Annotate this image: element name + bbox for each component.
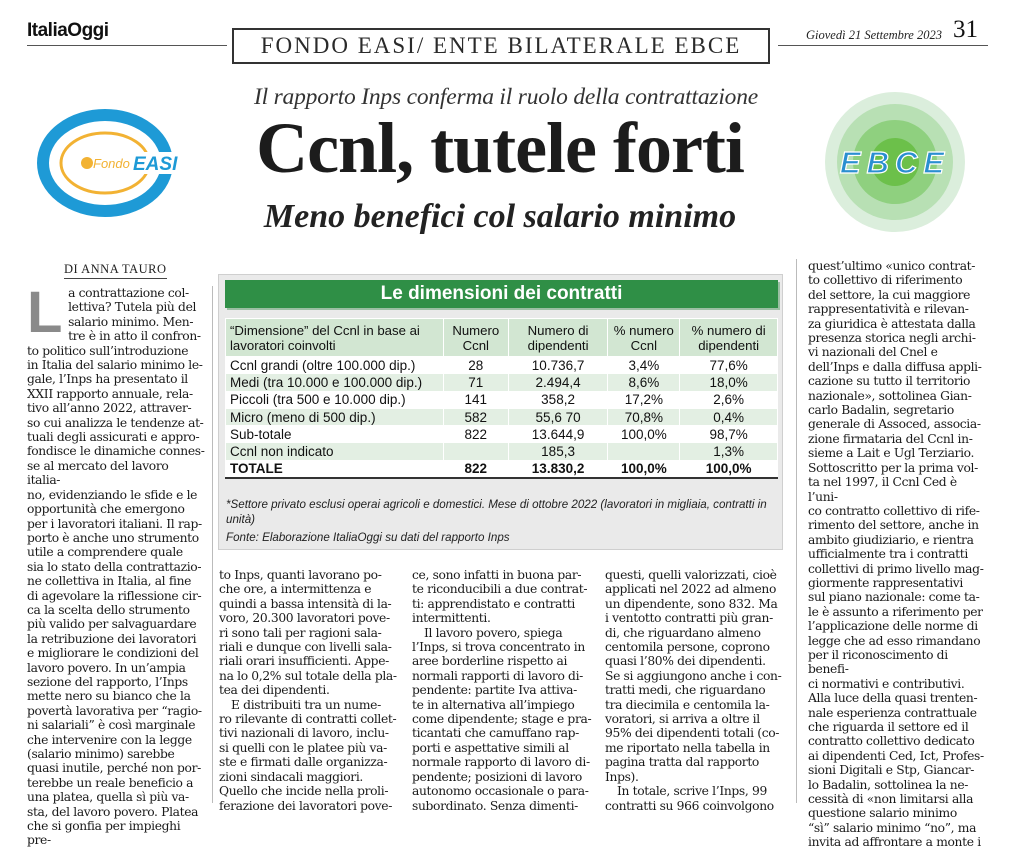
article-text-line: sezione del rapporto, l’Inps bbox=[27, 674, 188, 689]
article-text-line: tea dei dipendenti. bbox=[219, 683, 330, 698]
table-cell: 822 bbox=[443, 460, 508, 477]
table-cell: 100,0% bbox=[680, 460, 778, 477]
article-text-line: i ventotto contratti più gran- bbox=[605, 611, 773, 626]
article-text-line: lettiva? Tutela più del bbox=[68, 300, 197, 315]
article-text-line: ca la scelta dello strumento bbox=[27, 602, 190, 617]
article-text-line: si quelli con le platee più va- bbox=[219, 740, 387, 755]
easi-logo-fondo-text: Fondo bbox=[93, 156, 130, 171]
table-total-row bbox=[226, 460, 778, 477]
article-text-line: tratti medi, che riguardano bbox=[605, 683, 766, 698]
article-text-line: legge che ad esso rimandano bbox=[808, 633, 981, 648]
article-text-line: za giuridica è attestata dalla bbox=[808, 316, 976, 331]
article-column-5 bbox=[808, 259, 988, 850]
section-title: FONDO EASI/ ENTE BILATERALE EBCE bbox=[232, 28, 770, 64]
table-cell: 71 bbox=[443, 374, 508, 391]
article-text-line: (salario minimo) sarebbe bbox=[27, 747, 175, 761]
table-cell: 2,6% bbox=[680, 391, 778, 408]
table-cell: 358,2 bbox=[508, 391, 608, 408]
table-cell: 70,8% bbox=[608, 408, 680, 425]
drop-cap: L bbox=[27, 280, 63, 345]
article-text-line: tra diecimila e centomila la- bbox=[605, 697, 770, 712]
article-text-line: Sottoscritto per la prima vol- bbox=[808, 460, 978, 475]
table-header-cell: “Dimensione” del Ccnl in base ai lavoratori coinvolti bbox=[226, 319, 444, 357]
article-column-4 bbox=[605, 568, 785, 813]
article-text-line: un dipendente, sono 832. Ma bbox=[605, 596, 778, 611]
article-text-line: pendente: partite Iva attiva- bbox=[412, 683, 577, 698]
article-text-line: per i lavoratori italiani. Il rap- bbox=[27, 516, 202, 531]
article-kicker: Il rapporto Inps conferma il ruolo della contrattazione bbox=[253, 84, 758, 110]
article-text-line: contratto collettivo dedicato bbox=[808, 734, 975, 749]
article-text-line: na lo 0,2% sul totale della pla- bbox=[219, 668, 397, 683]
article-text-line: sta, del lavoro povero. Platea bbox=[27, 804, 199, 819]
table-cell: Piccoli (tra 500 e 10.000 dip.) bbox=[226, 391, 444, 408]
article-text-line: “sì” salario minimo “no”, ma bbox=[808, 820, 977, 835]
table-cell: 17,2% bbox=[608, 391, 680, 408]
article-text-line: normale rapporto di lavoro di- bbox=[412, 755, 590, 770]
article-text-line: e migliorare le condizioni del bbox=[27, 646, 199, 661]
article-text-line: ufficialmente tra i contratti bbox=[808, 547, 968, 562]
article-text-line: carlo Badalin, segretario bbox=[808, 403, 954, 418]
issue-date: Giovedì 21 Settembre 2023 bbox=[806, 28, 942, 42]
contracts-table-box bbox=[218, 274, 783, 550]
article-text-line: 95% dei dipendenti totali (co- bbox=[605, 726, 780, 741]
table-row bbox=[226, 357, 778, 374]
masthead-rule-left bbox=[27, 45, 227, 46]
article-text-line: pendente; posizioni di lavoro bbox=[412, 769, 582, 784]
article-text-line: XXII rapporto annuale, rela- bbox=[27, 386, 193, 401]
article-text-line: co contratto collettivo di rife- bbox=[808, 503, 980, 518]
article-text-line: cessità di «non limitarsi alla bbox=[808, 792, 974, 807]
column-rule bbox=[212, 286, 213, 803]
article-text-line: l’applicazione delle norme di bbox=[808, 619, 978, 634]
article-text-line: giormente rappresentativi bbox=[808, 575, 963, 590]
article-text-line: to collettivo di riferimento bbox=[808, 273, 963, 288]
article-text-line: povertà lavorativa per “ragio- bbox=[27, 703, 202, 718]
table-cell: 141 bbox=[443, 391, 508, 408]
article-text-line: in Italia del salario minimo le- bbox=[27, 358, 203, 373]
article-text-line: rimento del settore, anche in bbox=[808, 518, 979, 533]
table-cell: 77,6% bbox=[680, 357, 778, 374]
article-text-line: normali rapporti di lavoro di- bbox=[412, 668, 583, 683]
table-cell bbox=[608, 443, 680, 460]
article-text-line: che ore, a intermittenza e bbox=[219, 582, 372, 597]
table-cell: Ccnl non indicato bbox=[226, 443, 444, 460]
article-text-line: zione firmataria del Ccnl in- bbox=[808, 431, 973, 446]
article-text-line: cazione su tutto il territorio bbox=[808, 374, 971, 389]
table-cell: 13.830,2 bbox=[508, 460, 608, 477]
article-text-line: ticantati che camuffano rap- bbox=[412, 726, 579, 741]
article-text-line: ro rilevante di contratti collet- bbox=[219, 712, 397, 727]
article-text-line: a contrattazione col- bbox=[68, 286, 189, 300]
article-text-line: ambito giudiziario, e rientra bbox=[808, 532, 974, 547]
page-number: 31 bbox=[953, 16, 978, 43]
column-rule bbox=[796, 259, 797, 803]
article-column-1 bbox=[27, 280, 205, 848]
table-cell: 18,0% bbox=[680, 374, 778, 391]
article-text-line: quasi l’80% dei dipendenti. bbox=[605, 654, 766, 669]
article-text-line: questi, quelli valorizzati, cioè bbox=[605, 568, 777, 582]
article-text-line: quasi inutile, perché non por- bbox=[27, 761, 201, 776]
article-text-line: tre è in atto il confron- bbox=[68, 329, 201, 344]
table-cell: Sub-totale bbox=[226, 426, 444, 443]
article-text-line: riali e dunque con livelli sala- bbox=[219, 640, 392, 655]
article-text-line: Alla luce della quasi trenten- bbox=[808, 691, 978, 706]
table-cell: Ccnl grandi (oltre 100.000 dip.) bbox=[226, 357, 444, 374]
table-cell: 0,4% bbox=[680, 408, 778, 425]
table-footnote: *Settore privato esclusi operai agricoli e domestici. Mese di ottobre 2022 (lavoratori in migliaia, contratti in unità) bbox=[226, 498, 767, 526]
article-text-line: lo Badalin, sottolinea la ne- bbox=[808, 777, 969, 792]
article-text-line: centomila persone, coprono bbox=[605, 640, 770, 655]
article-text-line: subordinato. Senza dimenti- bbox=[412, 798, 578, 813]
article-text-line: ste e firmati dalle organizza- bbox=[219, 755, 388, 770]
article-text-line: to politico sull’introduzione bbox=[27, 343, 189, 358]
article-text-line: riali orari insufficienti. Appe- bbox=[219, 654, 389, 669]
article-text-line: più valido per salvaguardare bbox=[27, 617, 197, 632]
table-cell: 582 bbox=[443, 408, 508, 425]
table-cell: 100,0% bbox=[608, 460, 680, 477]
ebce-logo-text: EBCE bbox=[839, 145, 951, 180]
article-text-line: ta nel 1997, il Ccnl Ced è l’uni- bbox=[808, 475, 957, 504]
article-text-line: presenza storica negli archi- bbox=[808, 331, 976, 346]
article-text-line: ni salariali” è così marginale bbox=[27, 718, 196, 733]
article-text-line: voratori, si arriva a oltre il bbox=[605, 712, 760, 727]
article-text-line: opportunità che emergono bbox=[27, 502, 185, 517]
article-text-line: salario minimo. Men- bbox=[68, 314, 194, 329]
article-text-line: dell’Inps e dalla diffusa appli- bbox=[808, 359, 982, 374]
easi-logo-easi-text: EASI bbox=[133, 154, 178, 175]
article-text-line: invita ad affrontare a monte i bbox=[808, 835, 981, 850]
article-text-line: per il riconoscimento di benefi- bbox=[808, 647, 948, 677]
article-text-line: so cui analizza le tendenze at- bbox=[27, 415, 204, 430]
article-text-line: voro, 20.300 lavoratori pove- bbox=[219, 611, 390, 626]
article-text-line: fondisce le dinamiche connes- bbox=[27, 444, 205, 459]
table-cell: 55,6 70 bbox=[508, 408, 608, 425]
table-cell: 8,6% bbox=[608, 374, 680, 391]
article-text-line: ai dipendenti Ced, Ict, Profes- bbox=[808, 748, 984, 763]
table-header-cell: % numero di dipendenti bbox=[680, 319, 778, 357]
article-text-line: le è assunto a riferimento per bbox=[808, 604, 983, 619]
article-text-line: sia lo stato della contrattazio- bbox=[27, 559, 202, 574]
article-text-line: porto è anche uno strumento bbox=[27, 530, 199, 545]
article-text-line: quest’ultimo «unico contrat- bbox=[808, 259, 976, 273]
article-text-line: sioni Digitali e Stp, Giancar- bbox=[808, 763, 975, 778]
table-cell: 10.736,7 bbox=[508, 357, 608, 374]
article-text-line: se al mercato del lavoro italia- bbox=[27, 458, 169, 488]
contracts-table bbox=[225, 318, 778, 479]
article-text-line: di, che riguardano almeno bbox=[605, 625, 761, 640]
article-text-line: no, evidenziando le sfide e le bbox=[27, 487, 198, 502]
article-text-line: applicati nel 2022 ad almeno bbox=[605, 582, 777, 597]
article-text-line: Inps). bbox=[605, 769, 639, 784]
article-text-line: come dipendente; stage e pra- bbox=[412, 712, 592, 727]
article-text-line: autonomo occasionale o para- bbox=[412, 784, 589, 799]
article-text-line: ci normativi e contributivi. bbox=[808, 676, 965, 691]
article-text-line: intermittenti. bbox=[412, 611, 491, 626]
article-text-line: tivi nazionali di lavoro, inclu- bbox=[219, 726, 389, 741]
table-header-row bbox=[226, 319, 778, 357]
article-text-line: ne collettiva in Italia, al fine bbox=[27, 574, 192, 589]
article-text-line: te riconducibili a due contrat- bbox=[412, 582, 588, 597]
article-text-line: ferazione dei lavoratori pove- bbox=[219, 798, 392, 813]
article-text-line: tivo all’anno 2022, attraver- bbox=[27, 401, 192, 416]
table-cell: TOTALE bbox=[226, 460, 444, 477]
article-text-line: Se si aggiungono anche i con- bbox=[605, 668, 782, 683]
article-text-line: l’Inps, si trova concentrato in bbox=[412, 640, 585, 655]
article-text-line: aree borderline rispetto ai bbox=[412, 654, 568, 669]
article-subhead: Meno benefici col salario minimo bbox=[263, 198, 737, 235]
article-text-line: generale di Assoced, associa- bbox=[808, 417, 981, 432]
article-text-line: del settore, la cui maggiore bbox=[808, 287, 971, 302]
table-cell: 100,0% bbox=[608, 426, 680, 443]
article-text-line: lavoro povero. In un’ampia bbox=[27, 660, 186, 675]
article-text-line: Il lavoro povero, spiega bbox=[424, 625, 563, 640]
article-text-line: nazionale», sottolinea Gian- bbox=[808, 388, 972, 403]
table-cell: 3,4% bbox=[608, 357, 680, 374]
article-column-2 bbox=[219, 568, 399, 813]
table-row bbox=[226, 408, 778, 425]
table-cell: 28 bbox=[443, 357, 508, 374]
article-text-line: nale esperienza contrattuale bbox=[808, 705, 977, 720]
article-text-line: sul piano nazionale: come ta- bbox=[808, 590, 980, 605]
article-text-line: questione salario minimo bbox=[808, 806, 957, 821]
table-cell: 1,3% bbox=[680, 443, 778, 460]
masthead-rule-right bbox=[778, 45, 988, 46]
article-column-3 bbox=[412, 568, 592, 813]
article-text-line: tuali degli assicurati e appro- bbox=[27, 430, 200, 445]
article-text-line: Quello che incide nella proli- bbox=[219, 784, 389, 799]
article-byline: DI ANNA TAURO bbox=[64, 262, 167, 279]
table-cell: 185,3 bbox=[508, 443, 608, 460]
article-text-line: te in alternativa all’impiego bbox=[412, 697, 575, 712]
article-text-line: la retribuzione dei lavoratori bbox=[27, 631, 197, 646]
table-header-cell: Numero Ccnl bbox=[443, 319, 508, 357]
fondo-easi-logo bbox=[35, 108, 205, 218]
article-text-line: ti: apprendistato e contratti bbox=[412, 596, 575, 611]
article-text-line: collettivi di primo livello mag- bbox=[808, 561, 984, 576]
article-text-line: terebbe un reale beneficio a bbox=[27, 775, 194, 790]
table-title: Le dimensioni dei contratti bbox=[225, 280, 778, 308]
article-text-line: to Inps, quanti lavorano po- bbox=[219, 568, 382, 582]
article-text-line: In totale, scrive l’Inps, 99 bbox=[617, 784, 767, 799]
newspaper-logo: ItaliaOggi bbox=[27, 20, 109, 41]
table-header-cell: Numero di dipendenti bbox=[508, 319, 608, 357]
article-text-line: una platea, quella sì più va- bbox=[27, 790, 189, 805]
table-header-cell: % numero Ccnl bbox=[608, 319, 680, 357]
article-text-line: me riportato nella tabella in bbox=[605, 740, 770, 755]
article-text-line: utile a comprendere quale bbox=[27, 545, 183, 560]
table-cell: 822 bbox=[443, 426, 508, 443]
table-source: Fonte: Elaborazione ItaliaOggi su dati del rapporto Inps bbox=[226, 531, 510, 544]
table-cell: 2.494,4 bbox=[508, 374, 608, 391]
table-cell: Medi (tra 10.000 e 100.000 dip.) bbox=[226, 374, 444, 391]
article-text-line: rappresentatività e rilevan- bbox=[808, 302, 969, 317]
article-text-line: contratti su 966 coinvolgono bbox=[605, 798, 774, 813]
article-text-line: mette nero su bianco che la bbox=[27, 689, 191, 704]
table-cell: Micro (meno di 500 dip.) bbox=[226, 408, 444, 425]
table-cell bbox=[443, 443, 508, 460]
article-text-line: che intervenire con la legge bbox=[27, 732, 192, 747]
table-row bbox=[226, 374, 778, 391]
article-text-line: di agevolare la riflessione cir- bbox=[27, 588, 202, 603]
article-text-line: zioni sindacali maggiori. bbox=[219, 769, 363, 784]
article-text-line: ce, sono infatti in buona par- bbox=[412, 568, 582, 582]
table-row bbox=[226, 391, 778, 408]
article-headline: Ccnl, tutele forti bbox=[256, 108, 744, 188]
article-text-line: quindi a bassa intensità di la- bbox=[219, 596, 392, 611]
article-text-line: che riguarda il settore ed il bbox=[808, 720, 969, 734]
article-text-line: ri sono tali per ragioni sala- bbox=[219, 625, 382, 640]
table-row bbox=[226, 443, 778, 460]
article-text-line: gale, l’Inps ha presentato il bbox=[27, 372, 188, 387]
table-cell: 13.644,9 bbox=[508, 426, 608, 443]
article-text-line: vi nazionali del Cnel e bbox=[808, 345, 938, 360]
article-text-line: E distribuiti tra un nume- bbox=[231, 697, 381, 712]
article-text-line: che si gonfia per impieghi pre- bbox=[27, 819, 181, 848]
table-row bbox=[226, 426, 778, 443]
article-text-line: porti e aspettative simili al bbox=[412, 740, 569, 755]
table-cell: 98,7% bbox=[680, 426, 778, 443]
article-text-line: pagina tratta dal rapporto bbox=[605, 755, 759, 770]
article-text-line: sieme a Lait e Ugl Terziario. bbox=[808, 446, 975, 461]
ebce-logo bbox=[802, 84, 988, 244]
